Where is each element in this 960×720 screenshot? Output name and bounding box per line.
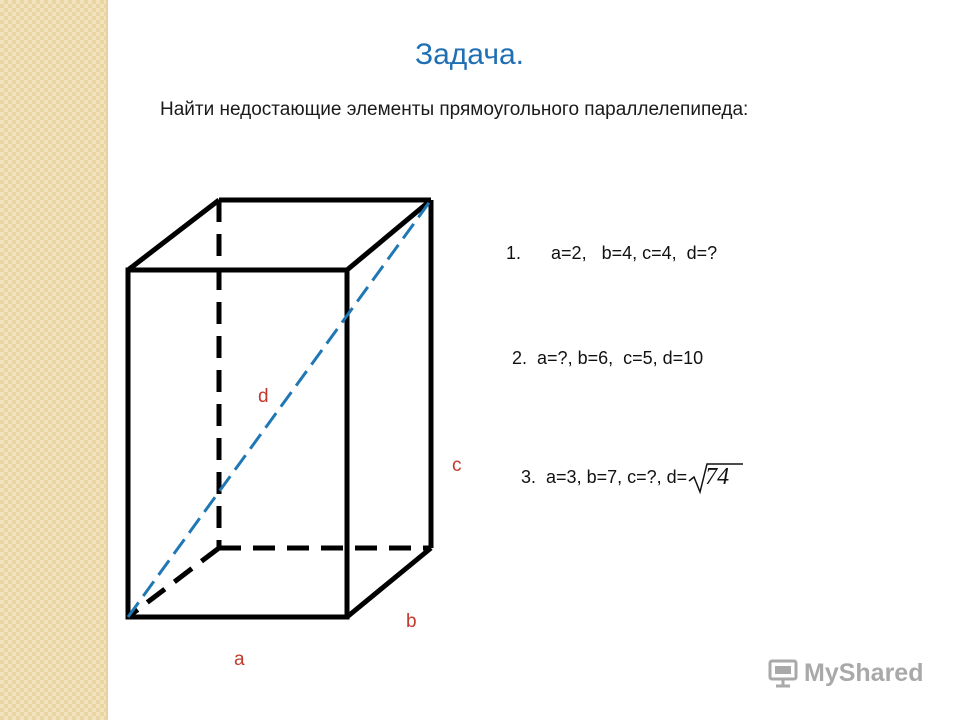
hidden-edges	[128, 200, 431, 617]
problem-1	[506, 243, 717, 264]
problem-2-number: 2.	[512, 348, 528, 368]
problem-1-number: 1.	[506, 243, 522, 263]
space-diagonal-d	[128, 200, 431, 617]
bottom-right-edge	[347, 548, 431, 617]
problem-2	[512, 348, 703, 369]
problem-2-text: a=?, b=6, c=5, d=10	[537, 348, 704, 368]
label-a: a	[234, 649, 245, 670]
front-face	[128, 270, 347, 617]
label-c: c	[452, 455, 462, 476]
visible-edges	[128, 200, 431, 617]
watermark	[768, 658, 923, 688]
watermark-text: MyShared	[804, 658, 924, 687]
top-left-edge	[128, 200, 219, 270]
problem-3-text: a=3, b=7, c=?, d=	[546, 466, 688, 487]
problem-3-number: 3.	[521, 466, 537, 487]
task-statement: Найти недостающие элементы прямоугольного параллелепипеда:	[160, 99, 749, 120]
slide-title: Задача.	[415, 38, 524, 71]
problem-1-text: a=2, b=4, c=4, d=?	[551, 243, 718, 263]
hidden-edge-left-bottom	[128, 548, 219, 617]
square-root-expression	[687, 461, 745, 495]
problem-3	[521, 461, 745, 495]
label-d: d	[258, 386, 269, 407]
square-root-value: 74	[705, 464, 730, 490]
label-b: b	[406, 611, 417, 632]
presentation-board-icon	[768, 658, 798, 688]
